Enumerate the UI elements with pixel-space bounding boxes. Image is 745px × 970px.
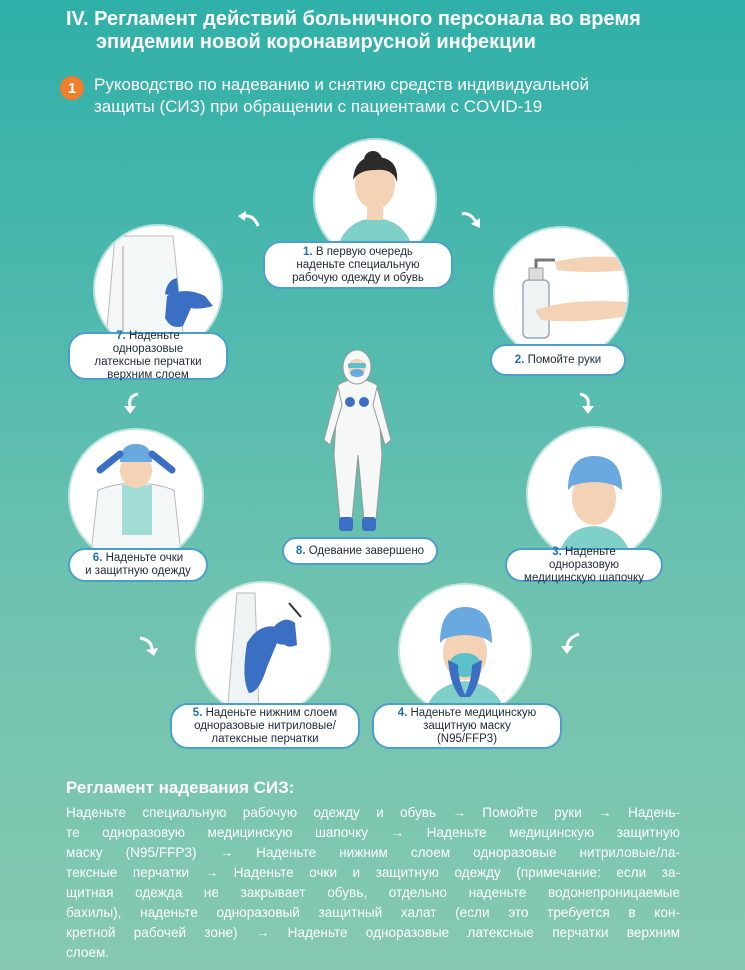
arrow-icon [458, 208, 484, 234]
regulation-line: щитная одежда не закрывает обувь, отдельно наденьте водонепроницаемые [66, 885, 680, 900]
section-subtitle [60, 74, 720, 118]
regulation-line: бахилы), наденьте одноразовый защитный халат (если это требуется в кон- [66, 905, 680, 920]
arrow-icon [574, 390, 600, 416]
step-1-label: 1. В первую очередь наденьте специальную рабочую одежду и обувь [263, 241, 453, 289]
arrow-icon [136, 632, 162, 658]
subtitle-line-2: защиты (СИЗ) при обращении с пациентами с COVID-19 [94, 97, 543, 116]
step-8-label: 8. Одевание завершено [282, 537, 438, 565]
arrow-icon [118, 390, 144, 416]
subtitle-text [94, 74, 720, 118]
page-title [66, 8, 726, 54]
step-3-label: 3. Наденьте одноразовую медицинскую шапочку [505, 548, 663, 582]
regulation-line: тексные перчатки → Наденьте очки и защитную одежду (примечание: если за- [66, 865, 680, 880]
regulation-heading: Регламент надевания СИЗ: [66, 778, 295, 797]
goggles-gown-illustration [70, 430, 202, 562]
section-number-badge: 1 [60, 76, 84, 100]
full-ppe-illustration [320, 345, 395, 535]
step-4-label: 4. Наденьте медицинскую защитную маску (N95/FFP3) [372, 703, 562, 749]
regulation-line: кретной рабочей зоне) → Наденьте одноразовые латексные перчатки верхним [66, 925, 680, 940]
arrow-icon [559, 630, 585, 656]
gloves-illustration [197, 583, 329, 715]
step-5-label: 5. Наденьте нижним слоем одноразовые нитриловые/ латексные перчатки [170, 703, 360, 749]
title-line-1: IV. Регламент действий больничного персонала во время [66, 8, 641, 30]
title-line-2: эпидемии новой коронавирусной инфекции [96, 31, 536, 53]
subtitle-line-1: Руководство по надеванию и снятию средств индивидуальной [94, 75, 590, 94]
step-6-label: 6. Наденьте очки и защитную одежду [68, 548, 208, 582]
regulation-line: те одноразовую медицинскую шапочку → Наденьте медицинскую защитную [66, 825, 680, 840]
mask-illustration [400, 585, 530, 715]
regulation-line: маску (N95/FFP3) → Наденьте нижним слоем одноразовые нитриловые/ла- [66, 845, 680, 860]
step-7-label: 7. Наденьте одноразовые латексные перчатки верхним слоем [68, 332, 228, 380]
regulation-text [66, 803, 680, 963]
regulation-line: Наденьте специальную рабочую одежду и обувь → Помойте руки → Надень- [66, 805, 680, 820]
cap-illustration [528, 428, 660, 560]
regulation-line: слоем. [66, 945, 110, 960]
step-2-label: 2. Помойте руки [490, 344, 626, 376]
arrow-icon [236, 208, 262, 234]
hand-wash-illustration [495, 228, 627, 360]
